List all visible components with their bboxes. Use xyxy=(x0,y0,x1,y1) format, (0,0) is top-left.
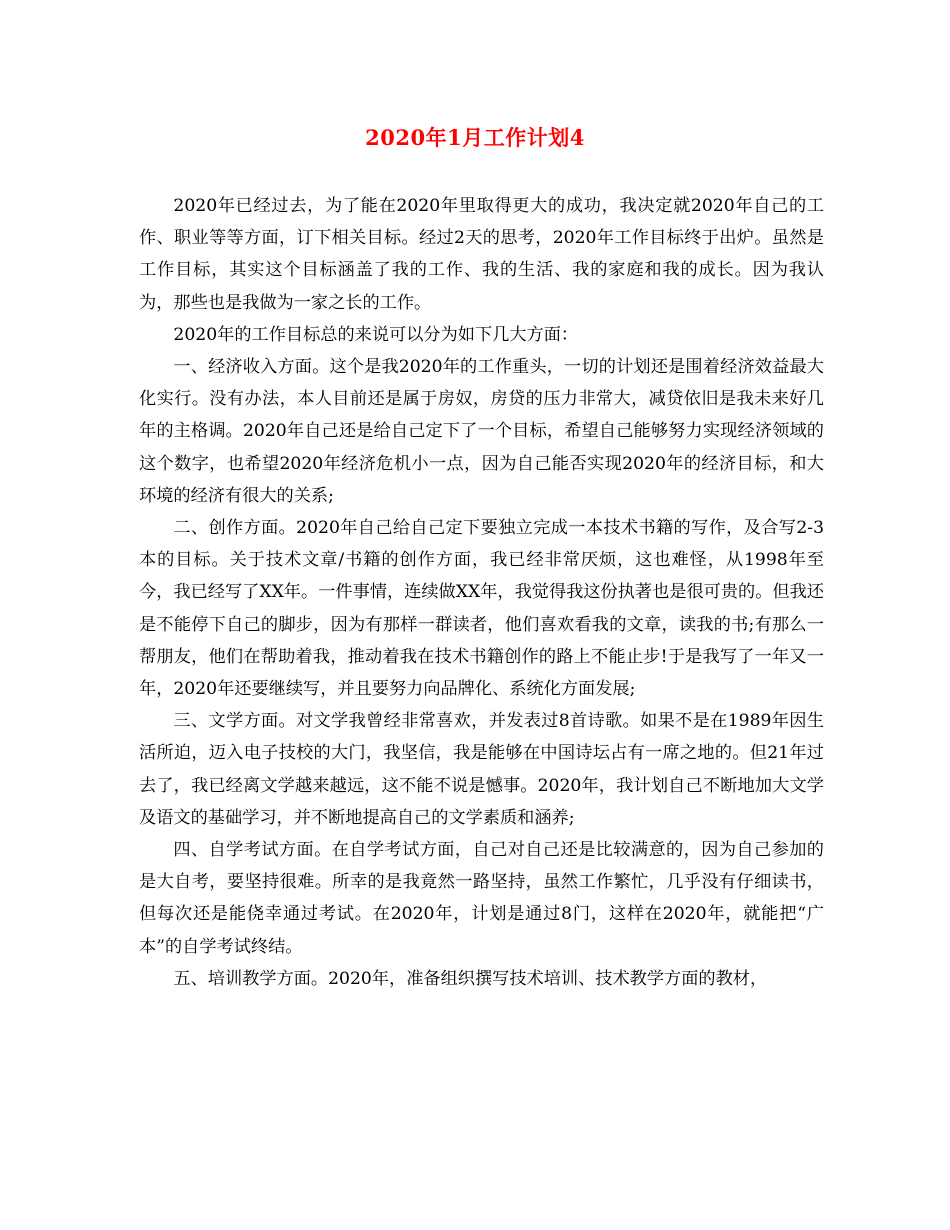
paragraph-literature: 三、文学方面。对文学我曾经非常喜欢，并发表过8首诗歌。如果不是在1989年因生活所迫，迈入电子技校的大门，我坚信，我是能够在中国诗坛占有一席之地的。但21年过去了，我已经离文学越来越远，这不能不说是憾事。2020年，我计划自己不断地加大文学及语文的基础学习，并不断地提高自己的文学素质和涵养; xyxy=(139,711,824,828)
paragraph-self-study: 四、自学考试方面。在自学考试方面，自己对自己还是比较满意的，因为自己参加的是大自考，要坚持很难。所幸的是我竟然一路坚持，虽然工作繁忙，几乎没有仔细读书，但每次还是能侥幸通过考试。在2020年，计划是通过8门，这样在2020年，就能把“广本”的自学考试终结。 xyxy=(139,840,824,957)
document-title: 2020年1月工作计划4 xyxy=(365,125,585,150)
paragraph-intro: 2020年已经过去，为了能在2020年里取得更大的成功，我决定就2020年自己的工作、职业等等方面，订下相关目标。经过2天的思考，2020年工作目标终于出炉。虽然是工作目标，其实这个目标涵盖了我的工作、我的生活、我的家庭和我的成长。因为我认为，那些也是我做为一家之长的工作。 xyxy=(139,196,824,313)
paragraph-economy: 一、经济收入方面。这个是我2020年的工作重头，一切的计划还是围着经济效益最大化实行。没有办法，本人目前还是属于房奴，房贷的压力非常大，减贷依旧是我未来好几年的主格调。2020年自己还是给自己定下了一个目标，希望自己能够努力实现经济领域的这个数字，也希望2020年经济危机小一点，因为自己能否实现2020年的经济目标，和大环境的经济有很大的关系; xyxy=(139,357,824,506)
paragraph-overview: 2020年的工作目标总的来说可以分为如下几大方面： xyxy=(173,324,579,345)
paragraph-writing: 二、创作方面。2020年自己给自己定下要独立完成一本技术书籍的写作，及合写2-3本的目标。关于技术文章/书籍的创作方面，我已经非常厌烦，这也难怪，从1998年至今，我已经写了XX年。一件事情，连续做XX年，我觉得我这份执著也是很可贵的。但我还是不能停下自己的脚步，因为有那样一群读者，他们喜欢看我的文章，读我的书;有那么一帮朋友，他们在帮助着我，推动着我在技术书籍创作的路上不能止步!于是我写了一年又一年，2020年还要继续写，并且要努力向品牌化、系统化方面发展; xyxy=(139,518,824,700)
paragraph-training: 五、培训教学方面。2020年，准备组织撰写技术培训、技术教学方面的教材， xyxy=(173,968,768,989)
document-body xyxy=(139,190,824,995)
